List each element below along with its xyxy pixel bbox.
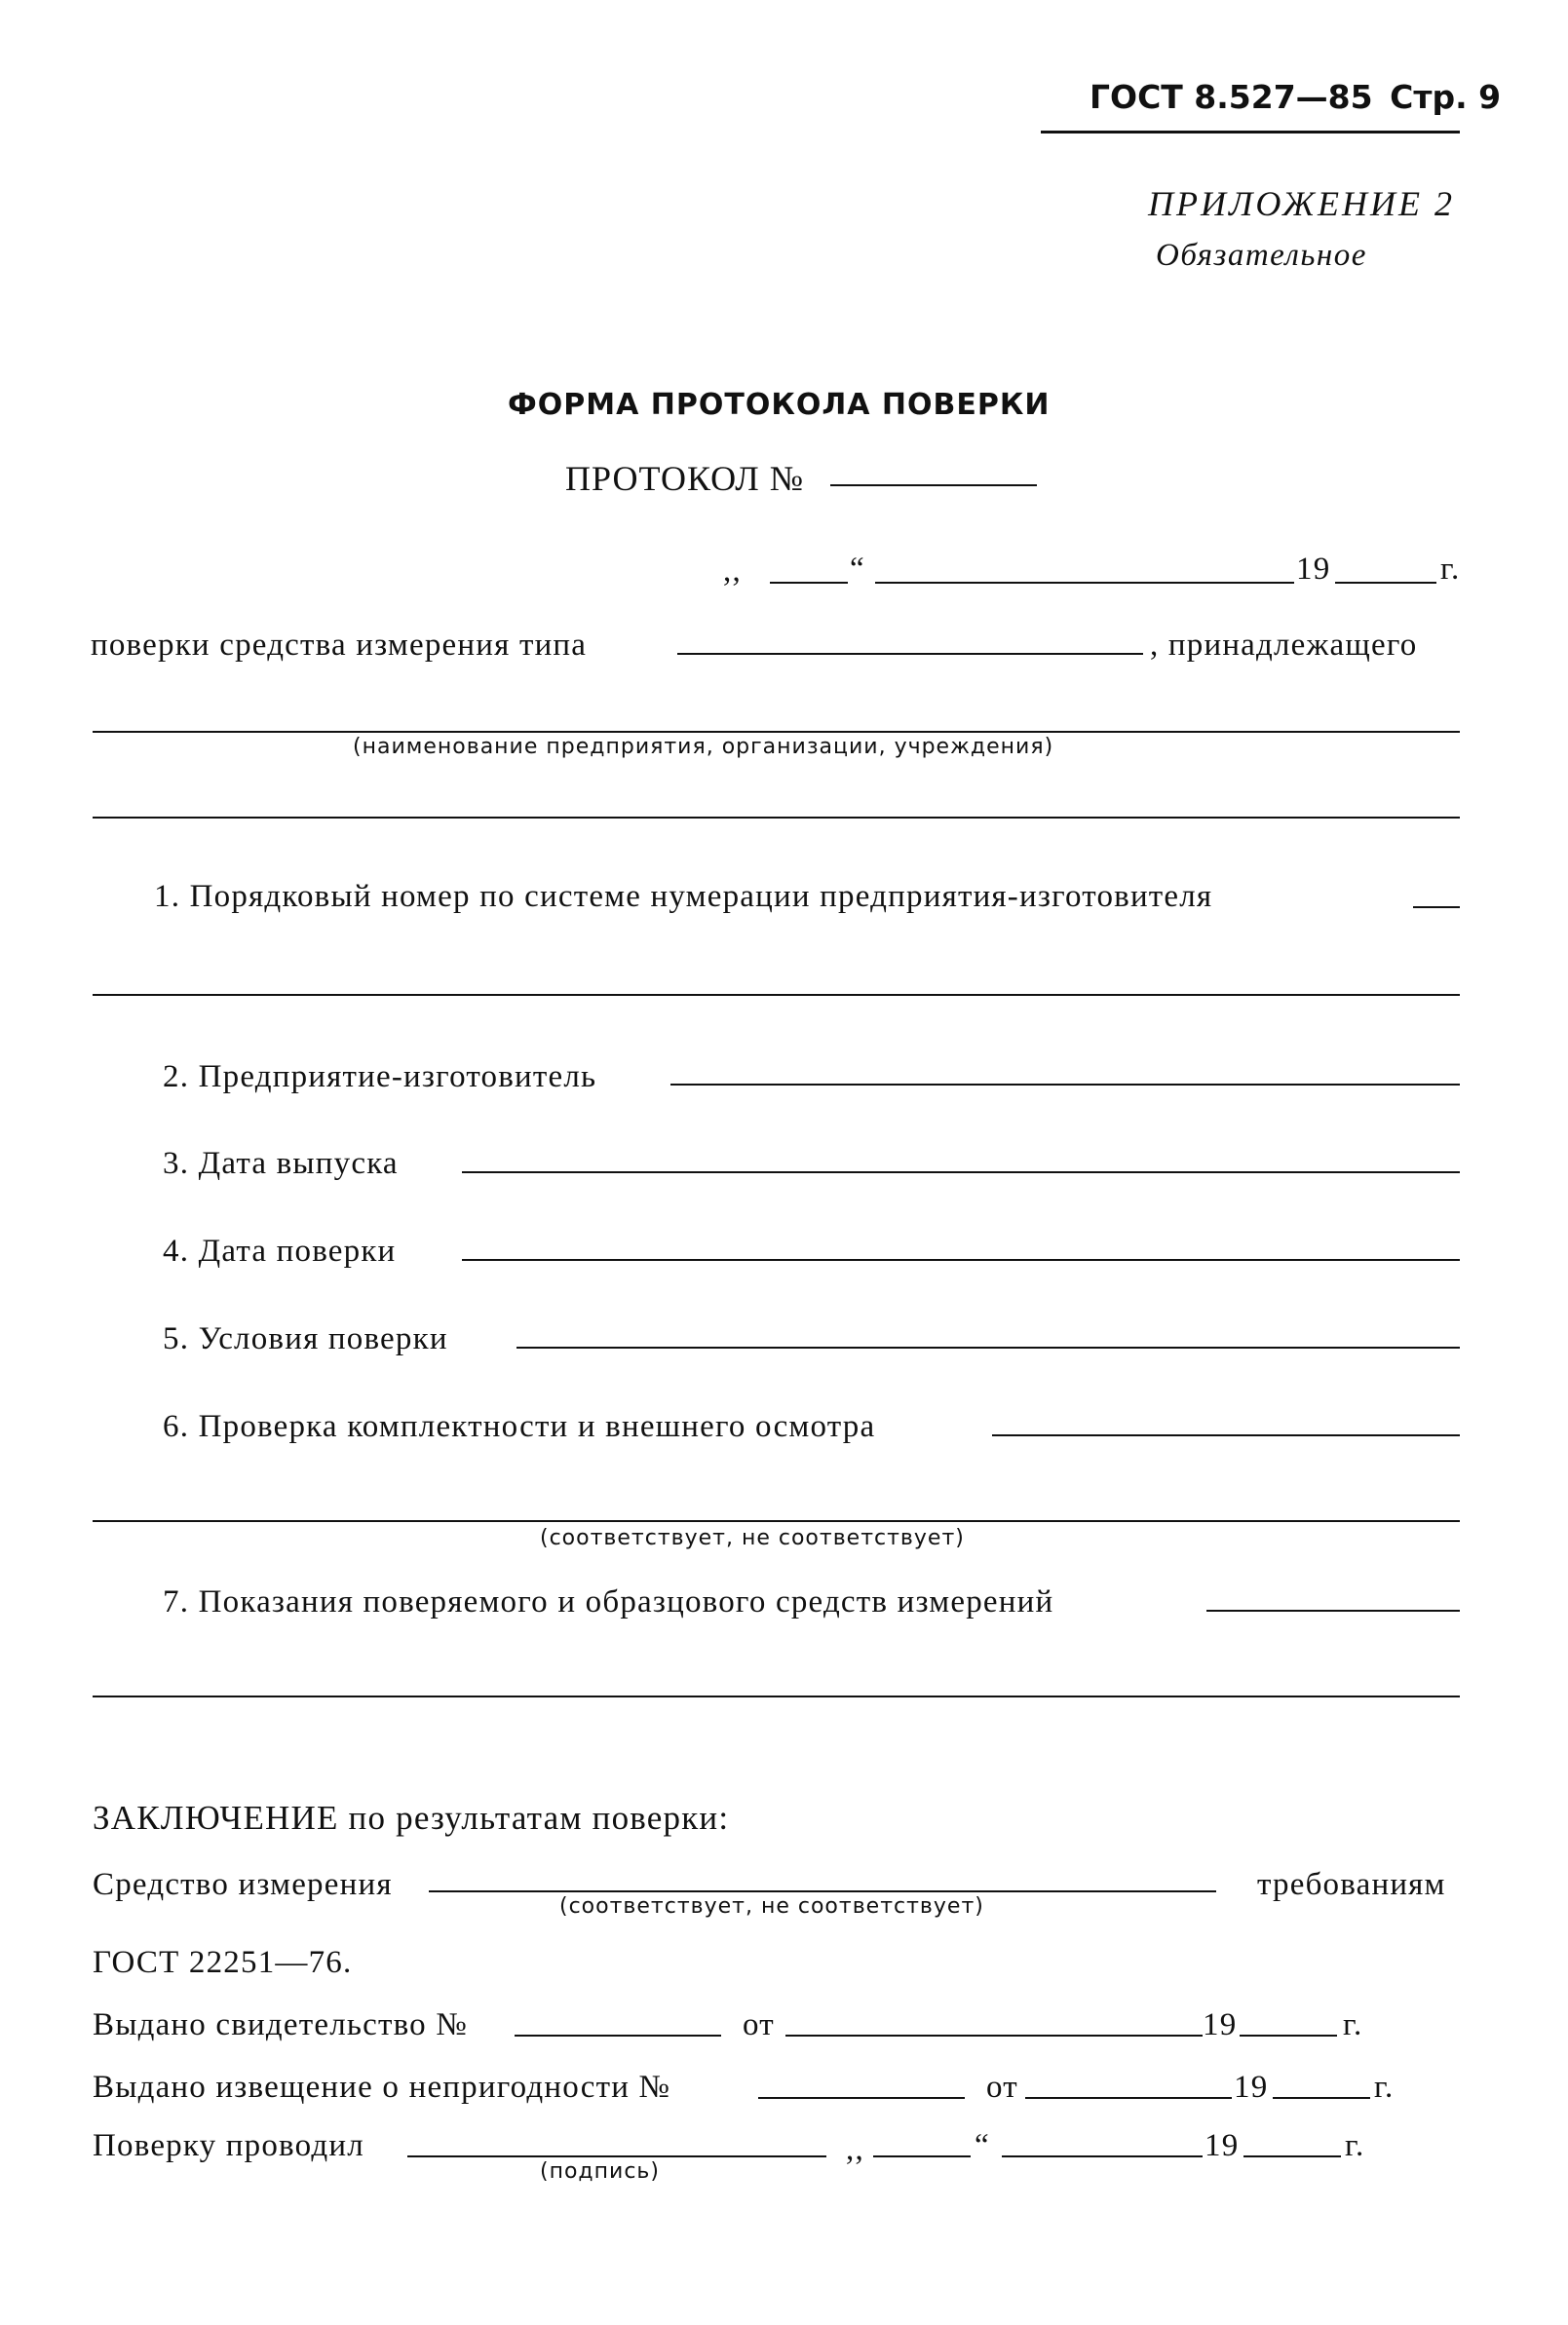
verified-year-prefix: 19 xyxy=(1205,2128,1240,2163)
subject-suffix: , принадлежащего xyxy=(1150,628,1418,663)
protocol-number-field[interactable] xyxy=(830,484,1037,486)
item-5-number: 5. xyxy=(163,1321,190,1356)
item-4-number: 4. xyxy=(163,1234,190,1269)
date-year-prefix: 19 xyxy=(1296,552,1331,587)
verified-open-quote: ,, xyxy=(846,2132,864,2167)
item-2-text: Предприятие-изготовитель xyxy=(198,1059,597,1094)
item-1-label xyxy=(154,879,1212,915)
date-day-field[interactable] xyxy=(770,582,848,584)
date-month-field[interactable] xyxy=(875,582,1294,584)
unfit-year-prefix: 19 xyxy=(1234,2070,1269,2105)
item-3-label xyxy=(163,1146,399,1182)
unfit-year-suffix: г. xyxy=(1374,2070,1395,2105)
organization-caption: (наименование предприятия, организации, учреждения) xyxy=(353,735,1054,759)
header-rule xyxy=(1041,131,1460,133)
item-1-number: 1. xyxy=(154,879,181,914)
date-year-suffix: г. xyxy=(1440,552,1461,587)
certificate-from-label: от xyxy=(743,2007,775,2042)
instrument-label: Средство измерения xyxy=(93,1867,393,1902)
standard-number: ГОСТ 8.527—85 xyxy=(1090,78,1373,116)
certificate-year-field[interactable] xyxy=(1240,2035,1337,2037)
unfit-year-field[interactable] xyxy=(1273,2097,1370,2099)
instrument-type-field[interactable] xyxy=(677,653,1143,655)
item-6-number: 6. xyxy=(163,1409,190,1444)
subject-prefix: поверки средства измерения типа xyxy=(91,628,588,663)
item-5-label xyxy=(163,1321,448,1357)
item-5-text: Условия поверки xyxy=(198,1321,448,1356)
certificate-year-prefix: 19 xyxy=(1203,2007,1238,2042)
requirements-label: требованиям xyxy=(1257,1867,1446,1902)
item-1-field[interactable] xyxy=(1413,906,1460,908)
item-2-field[interactable] xyxy=(670,1084,1460,1086)
certificate-number-field[interactable] xyxy=(515,2035,721,2037)
item-7-field-2[interactable] xyxy=(93,1696,1460,1697)
item-7-label xyxy=(163,1584,1053,1620)
item-7-text: Показания поверяемого и образцового средств измерений xyxy=(198,1584,1054,1620)
item-6-field[interactable] xyxy=(992,1434,1460,1436)
protocol-label: ПРОТОКОЛ № xyxy=(565,459,805,498)
date-year-field[interactable] xyxy=(1335,582,1436,584)
signature-field[interactable] xyxy=(407,2155,826,2157)
unfit-label: Выдано извещение о непригодности № xyxy=(93,2070,671,2105)
date-open-quote: ,, xyxy=(723,553,742,589)
unfit-from-label: от xyxy=(986,2070,1018,2105)
item-2-label xyxy=(163,1059,596,1095)
standard-reference: ГОСТ 22251—76. xyxy=(93,1945,353,1980)
verified-day-field[interactable] xyxy=(873,2155,971,2157)
verified-close-quote: “ xyxy=(975,2128,990,2163)
item-3-field[interactable] xyxy=(462,1171,1460,1173)
item-4-field[interactable] xyxy=(462,1259,1460,1261)
item-5-field[interactable] xyxy=(516,1347,1460,1349)
unfit-number-field[interactable] xyxy=(758,2097,965,2099)
item-4-label xyxy=(163,1234,396,1270)
organization-field-2[interactable] xyxy=(93,817,1460,819)
item-1-text: Порядковый номер по системе нумерации предприятия-изготовителя xyxy=(189,879,1213,914)
signature-caption: (подпись) xyxy=(540,2159,660,2184)
header-standard xyxy=(1090,78,1501,116)
certificate-year-suffix: г. xyxy=(1343,2007,1363,2042)
conclusion-heading: ЗАКЛЮЧЕНИЕ по результатам поверки: xyxy=(93,1799,730,1837)
unfit-date-field[interactable] xyxy=(1025,2097,1232,2099)
item-6-caption: (соответствует, не соответствует) xyxy=(540,1526,965,1550)
appendix-title: ПРИЛОЖЕНИЕ 2 xyxy=(1148,184,1455,223)
verified-by-label: Поверку проводил xyxy=(93,2128,364,2163)
instrument-conformity-field[interactable] xyxy=(429,1890,1216,1892)
item-3-number: 3. xyxy=(163,1146,190,1181)
item-3-text: Дата выпуска xyxy=(198,1146,399,1181)
verified-year-suffix: г. xyxy=(1345,2128,1365,2163)
organization-field[interactable] xyxy=(93,731,1460,733)
form-heading: ФОРМА ПРОТОКОЛА ПОВЕРКИ xyxy=(508,388,1051,422)
certificate-date-field[interactable] xyxy=(785,2035,1203,2037)
item-7-number: 7. xyxy=(163,1584,190,1620)
item-6-field-2[interactable] xyxy=(93,1520,1460,1522)
item-7-field[interactable] xyxy=(1206,1610,1460,1612)
item-6-text: Проверка комплектности и внешнего осмотра xyxy=(198,1409,876,1444)
item-6-label xyxy=(163,1409,875,1445)
item-4-text: Дата поверки xyxy=(198,1234,397,1269)
page-number: Стр. 9 xyxy=(1390,78,1502,116)
item-2-number: 2. xyxy=(163,1059,190,1094)
date-close-quote: “ xyxy=(850,552,865,587)
instrument-caption: (соответствует, не соответствует) xyxy=(559,1894,984,1919)
item-1-field-2[interactable] xyxy=(93,994,1460,996)
appendix-status: Обязательное xyxy=(1156,238,1367,273)
certificate-label: Выдано свидетельство № xyxy=(93,2007,469,2042)
verified-month-field[interactable] xyxy=(1002,2155,1203,2157)
verified-year-field[interactable] xyxy=(1243,2155,1341,2157)
